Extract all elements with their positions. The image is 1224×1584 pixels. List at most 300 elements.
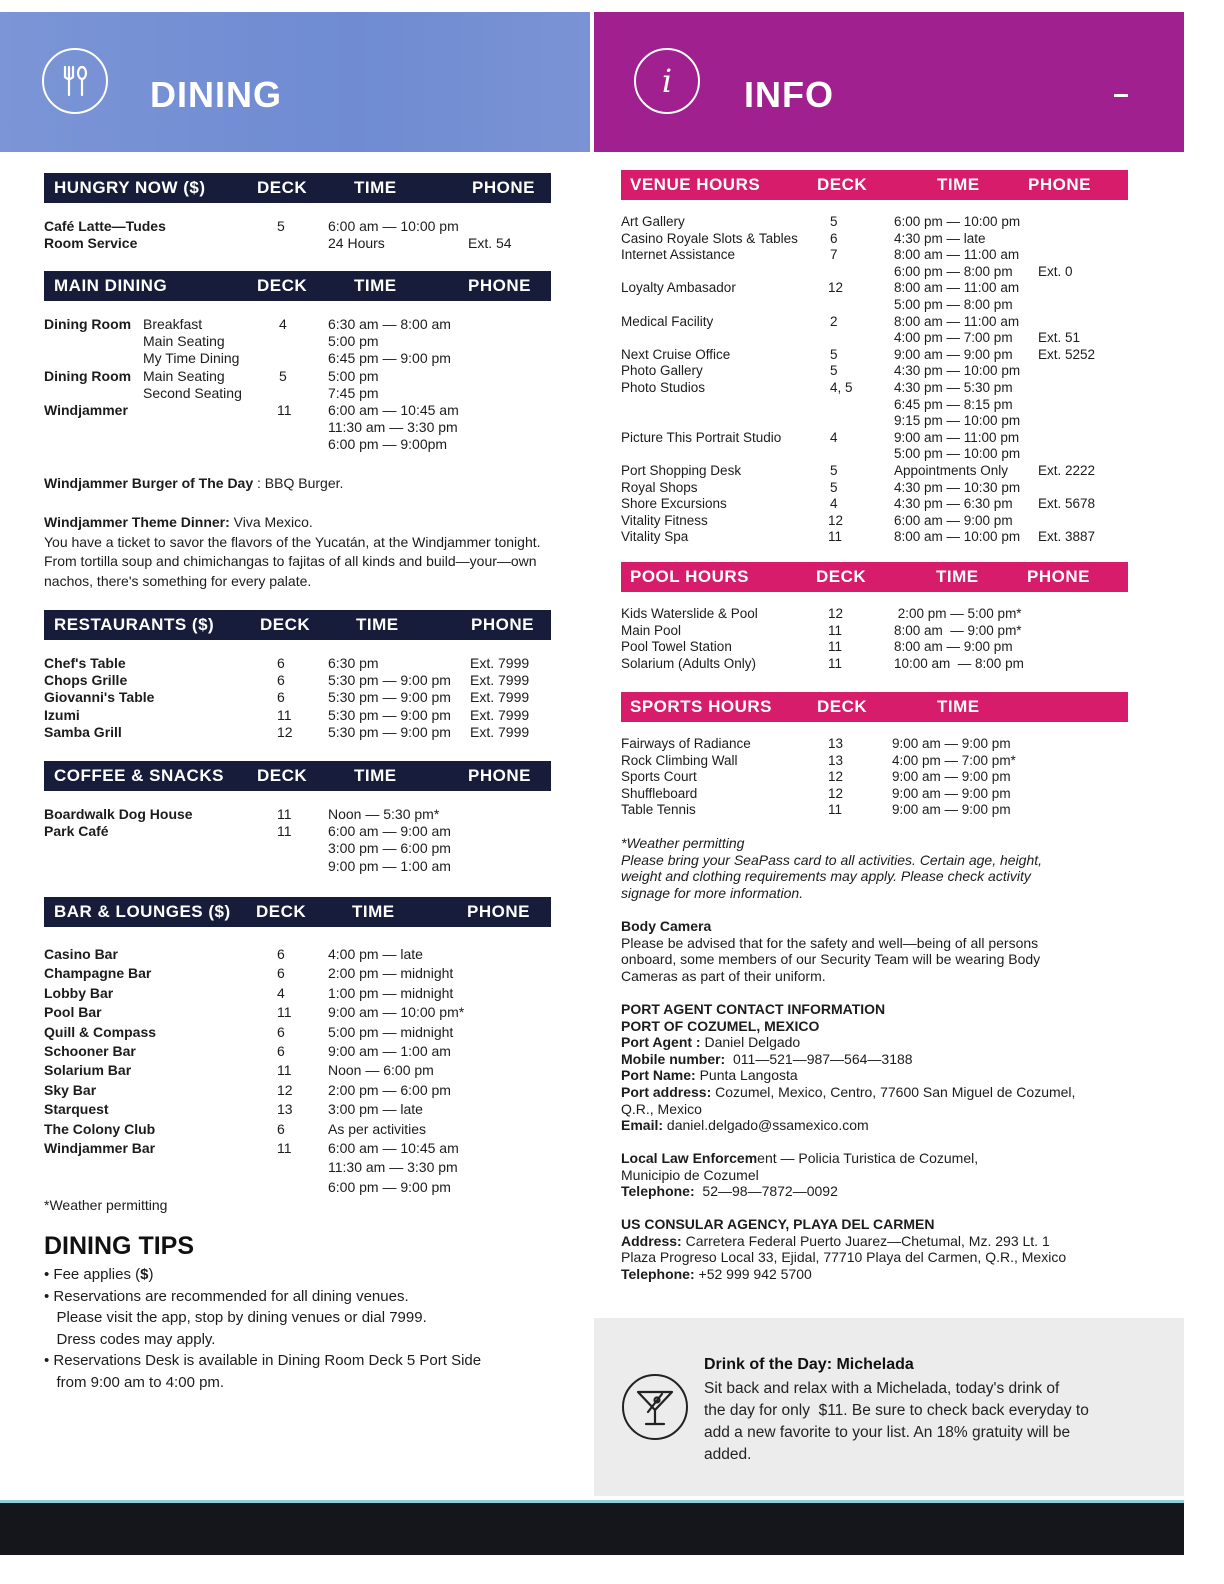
body-camera-line: Please be advised that for the safety and well—being of all persons [621, 934, 1039, 951]
deck: 12 [828, 512, 844, 528]
table-row [621, 656, 1128, 673]
deck: 6 [830, 230, 838, 246]
venue-name: Royal Shops [621, 479, 698, 495]
time: 6:00 pm — 10:00 pm [894, 214, 1021, 229]
deck: 5 [830, 479, 838, 495]
time: 8:00 am — 9:00 pm [894, 639, 1013, 655]
time: Noon — 5:30 pm* [328, 806, 440, 822]
time: 9:00 am — 9:00 pm [892, 802, 1011, 818]
seating: Breakfast [143, 316, 203, 332]
venue-name: Shore Excursions [621, 496, 727, 512]
table-row [621, 736, 1128, 753]
main-dining-header [44, 271, 551, 301]
email-value[interactable]: daniel.delgado@ssamexico.com [663, 1117, 869, 1134]
field-label: Mobile number: [621, 1050, 726, 1067]
table-row [44, 1139, 551, 1158]
time: 6:00 am — 10:45 am [328, 1139, 459, 1156]
tip-text: ) [148, 1266, 154, 1283]
table-row [621, 314, 1128, 331]
header-phone: PHONE [468, 276, 531, 295]
time: 5:30 pm — 9:00 pm [328, 689, 451, 706]
header-label: VENUE HOURS [630, 175, 761, 194]
table-row [621, 280, 1128, 297]
notice-line: Please bring your SeaPass card to all activities. Certain age, height, [621, 851, 1043, 868]
drink-description [704, 1378, 1164, 1466]
bar-lounges-table [44, 945, 551, 1197]
dining-title: DINING [150, 74, 282, 115]
phone: Ext. 3887 [1038, 529, 1096, 545]
body-camera-title: Body Camera [621, 918, 712, 934]
header-deck: DECK [816, 567, 867, 586]
venue-hours-header [621, 170, 1128, 200]
deck: 5 [830, 346, 838, 362]
header-phone: PHONE [1027, 567, 1090, 586]
table-row [44, 368, 551, 385]
notice-line: weight and clothing requirements may apply. Please check activity [621, 868, 1031, 885]
time: 8:00 am — 11:00 am [894, 280, 1020, 296]
venue-name: Starquest [44, 1101, 109, 1118]
phone: Ext. 7999 [470, 723, 530, 740]
consular-title: US CONSULAR AGENCY, PLAYA DEL CARMEN [621, 1216, 935, 1232]
tip-item: • Reservations Desk is available in Dining Room Deck 5 Port Side [44, 1352, 482, 1369]
time: 5:30 pm — 9:00 pm [328, 723, 451, 740]
header-deck: DECK [817, 175, 868, 194]
deck: 5 [830, 214, 838, 229]
field-label: Port Name: [621, 1067, 696, 1084]
deck: 6 [277, 672, 285, 689]
phone: Ext. 7999 [470, 672, 530, 689]
phone: Ext. 2222 [1038, 462, 1096, 478]
deck: 11 [277, 823, 292, 840]
tip-item: • Reservations are recommended for all dining venues. [44, 1287, 409, 1305]
time: Appointments Only [894, 462, 1009, 478]
time: 6:00 pm — 8:00 pm [894, 263, 1013, 279]
table-row [44, 945, 551, 964]
theme-value: Viva Mexico. [229, 514, 313, 530]
venue-name: Picture This Portrait Studio [621, 429, 782, 445]
venue-name: Loyalty Ambasador [621, 280, 736, 296]
time: 5:00 pm [328, 333, 379, 350]
time: 9:00 am — 9:00 pm [892, 785, 1011, 801]
deck: 4 [830, 429, 838, 445]
header-time: TIME [356, 615, 399, 634]
venue-name: Quill & Compass [44, 1023, 157, 1040]
venue-name: Chef's Table [44, 655, 126, 671]
deck: 5 [830, 462, 838, 478]
header-time: TIME [352, 902, 395, 921]
time: 9:00 am — 10:00 pm* [328, 1004, 465, 1021]
phone: Ext. 0 [1038, 263, 1073, 279]
consular-section [621, 1216, 1181, 1282]
theme-text-line: From tortilla soup and chimichangas to fajitas of all kinds and build—your—own [44, 553, 537, 569]
time: 6:00 am — 9:00 pm [894, 512, 1013, 528]
notice-line: signage for more information. [621, 884, 804, 901]
venue-name: Solarium Bar [44, 1062, 132, 1079]
pool-hours-table [621, 606, 1128, 672]
table-row [44, 333, 551, 350]
table-row [621, 247, 1128, 264]
law-label: Local Law Enforcem [621, 1150, 758, 1166]
time: 4:00 pm — 7:00 pm [894, 330, 1013, 346]
deck: 12 [828, 280, 844, 296]
table-row [621, 639, 1128, 656]
venue-name: Dining Room [44, 367, 132, 384]
table-row [44, 823, 551, 840]
time: 8:00 am — 9:00 pm* [894, 622, 1022, 638]
info-banner [594, 12, 1184, 152]
port-agent-section [621, 1001, 1161, 1134]
table-row [621, 446, 1128, 463]
table-row [44, 1081, 551, 1100]
venue-name: Kids Waterslide & Pool [621, 606, 758, 621]
field-value: Q.R., Mexico [621, 1100, 702, 1117]
time: 4:00 pm — late [328, 946, 423, 962]
bar-lounges-header [44, 897, 551, 927]
deck: 6 [277, 1023, 285, 1040]
seating: My Time Dining [143, 350, 240, 367]
coffee-snacks-header [44, 761, 551, 791]
tip-item [44, 1264, 574, 1286]
venue-name: Fairways of Radiance [621, 736, 751, 751]
theme-text-line: nachos, there's something for every palate. [44, 572, 312, 589]
table-row [44, 806, 551, 823]
venue-name: Park Café [44, 823, 109, 840]
time: 1:00 pm — midnight [328, 984, 454, 1001]
venue-name: Solarium (Adults Only) [621, 655, 757, 671]
deck: 4 [830, 496, 838, 512]
field-label: Telephone: [621, 1183, 695, 1200]
header-time: TIME [937, 175, 980, 194]
table-row [44, 419, 551, 436]
venue-name: Photo Studios [621, 379, 706, 395]
table-row [621, 347, 1128, 364]
field-label: Address: [621, 1232, 682, 1249]
time: 9:00 am — 9:00 pm [894, 346, 1013, 362]
table-row [44, 707, 551, 724]
deck: 12 [277, 723, 293, 740]
field-value: Cozumel, Mexico, Centro, 77600 San Miguel de Cozumel, [711, 1083, 1076, 1100]
venue-name: Dining Room [44, 316, 132, 332]
deck: 6 [277, 965, 285, 982]
notice-line: *Weather permitting [621, 835, 745, 851]
field-value: 011—521—987—564—3188 [725, 1050, 913, 1067]
deck: 2 [830, 313, 838, 329]
time: 7:45 pm [328, 384, 379, 401]
field-value: Punta Langosta [695, 1067, 798, 1084]
venue-name: Casino Bar [44, 946, 118, 962]
table-row [44, 385, 551, 402]
venue-name: Windjammer [44, 401, 128, 418]
time: 6:45 pm — 8:15 pm [894, 396, 1013, 412]
table-row [44, 672, 551, 689]
venue-name: Vitality Spa [621, 529, 689, 545]
venue-hours-table [621, 214, 1128, 546]
field-value: 52—98—7872—0092 [694, 1183, 838, 1200]
theme-text-line: You have a ticket to savor the flavors of the Yucatán, at the Windjammer tonight. [44, 533, 541, 550]
time: 9:00 am — 9:00 pm [892, 769, 1011, 785]
time: 8:00 am — 11:00 am [894, 247, 1020, 263]
table-row [621, 513, 1128, 530]
deck: 4 [279, 316, 287, 332]
deck: 11 [277, 1139, 292, 1156]
deck: 11 [277, 1004, 292, 1021]
header-deck: DECK [257, 178, 308, 197]
time: 5:00 pm — midnight [328, 1023, 454, 1040]
table-row [621, 480, 1128, 497]
table-row [621, 413, 1128, 430]
fork-spoon-icon [42, 48, 108, 114]
table-row [621, 463, 1128, 480]
venue-name: Izumi [44, 706, 80, 723]
table-row [44, 1120, 551, 1139]
time: 4:30 pm — 10:30 pm [894, 479, 1021, 495]
time: As per activities [328, 1120, 427, 1137]
table-row [621, 264, 1128, 281]
table-row [621, 363, 1128, 380]
sports-hours-table [621, 736, 1128, 819]
header-time: TIME [936, 567, 979, 586]
field-value: +52 999 942 5700 [694, 1265, 812, 1282]
time: 6:00 am — 10:45 am [328, 401, 459, 418]
table-row [621, 623, 1128, 640]
table-row [621, 606, 1128, 623]
venue-name: Vitality Fitness [621, 512, 708, 528]
table-row [621, 769, 1128, 786]
time: 6:45 pm — 9:00 pm [328, 350, 451, 367]
table-row [44, 689, 551, 706]
restaurants-header [44, 610, 551, 640]
venue-name: Schooner Bar [44, 1042, 136, 1059]
burger-label: Windjammer Burger of The Day [44, 475, 254, 491]
info-icon: i [634, 48, 700, 114]
table-row [44, 964, 551, 983]
phone: Ext. 7999 [470, 655, 530, 671]
field-label: Email: [621, 1117, 664, 1134]
venue-name: Champagne Bar [44, 965, 152, 982]
venue-name: Boardwalk Dog House [44, 806, 193, 822]
cocktail-icon [622, 1374, 688, 1440]
time: 9:00 am — 11:00 pm [894, 429, 1020, 445]
tip-item: Dress codes may apply. [44, 1330, 216, 1348]
table-row [44, 1003, 551, 1022]
header-phone: PHONE [468, 766, 531, 785]
header-time: TIME [354, 178, 397, 197]
table-row [621, 753, 1128, 770]
time: 3:00 pm — late [328, 1101, 423, 1118]
hungry-now-header [44, 173, 551, 203]
pool-hours-header [621, 562, 1128, 592]
time: 6:00 pm — 9:00pm [328, 436, 448, 453]
seating: Main Seating [143, 333, 225, 350]
deck: 6 [277, 946, 285, 962]
venue-name: Sports Court [621, 769, 697, 785]
body-camera-section [621, 918, 1161, 984]
dash-mark [1114, 94, 1128, 97]
table-row [44, 1061, 551, 1080]
table-row [44, 235, 551, 252]
burger-value: : BBQ Burger. [253, 475, 344, 491]
time: 8:00 am — 11:00 am [894, 313, 1020, 329]
theme-dinner [44, 513, 574, 591]
coffee-snacks-table [44, 806, 551, 875]
time: 4:30 pm — 10:00 pm [894, 363, 1021, 379]
venue-name: Pool Towel Station [621, 639, 732, 655]
time: 10:00 am — 8:00 pm [894, 655, 1024, 671]
venue-name: Photo Gallery [621, 363, 703, 379]
header-label: COFFEE & SNACKS [54, 766, 224, 785]
time: 6:00 pm — 9:00 pm [328, 1178, 451, 1195]
drink-line: the day for only $11. Be sure to check back everyday to [704, 1402, 1089, 1419]
seating: Second Seating [143, 384, 242, 401]
drink-line: add a new favorite to your list. An 18% gratuity will be [704, 1424, 1071, 1441]
phone: Ext. 51 [1038, 330, 1081, 346]
table-row [44, 655, 551, 672]
weather-note-left: *Weather permitting [44, 1197, 168, 1213]
time: 2:00 pm — midnight [328, 965, 454, 982]
deck: 12 [828, 769, 844, 785]
deck: 12 [277, 1081, 293, 1098]
venue-name: Giovanni's Table [44, 689, 155, 706]
venue-name: Medical Facility [621, 313, 714, 329]
tip-fee-symbol: $ [140, 1266, 149, 1283]
table-row [621, 397, 1128, 414]
deck: 11 [828, 622, 843, 638]
deck: 11 [828, 655, 843, 671]
drink-line: added. [704, 1446, 752, 1463]
deck: 6 [277, 1120, 285, 1137]
law-line: Municipio de Cozumel [621, 1166, 759, 1183]
header-deck: DECK [256, 902, 307, 921]
header-time: TIME [937, 697, 980, 716]
venue-name: Art Gallery [621, 214, 685, 229]
header-deck: DECK [260, 615, 311, 634]
field-label: Telephone: [621, 1265, 695, 1282]
time: 11:30 am — 3:30 pm [328, 419, 458, 436]
phone: Ext. 7999 [470, 706, 530, 723]
time: 4:30 pm — 5:30 pm [894, 379, 1013, 395]
venue-name: Chops Grille [44, 672, 128, 689]
time: 6:00 am — 9:00 am [328, 823, 451, 840]
burger-of-day [44, 474, 564, 494]
time: 6:30 am — 8:00 am [328, 316, 451, 332]
header-deck: DECK [257, 766, 308, 785]
field-value: Carretera Federal Puerto Juarez—Chetumal, Mz. 293 Lt. 1 [681, 1232, 1050, 1249]
time: 2:00 pm — 6:00 pm [328, 1081, 451, 1098]
body-camera-line: onboard, some members of our Security Team will be wearing Body [621, 951, 1041, 968]
header-label: SPORTS HOURS [630, 697, 773, 716]
phone: Ext. 5252 [1038, 346, 1096, 362]
dining-tips-list [44, 1264, 574, 1393]
table-row [621, 496, 1128, 513]
port-name-title: PORT OF COZUMEL, MEXICO [621, 1017, 820, 1034]
venue-name: Room Service [44, 235, 138, 252]
time: 6:30 pm [328, 655, 379, 671]
law-value: ent — Policia Turistica de Cozumel, [757, 1150, 979, 1166]
table-row [44, 984, 551, 1003]
field-value: Daniel Delgado [700, 1034, 801, 1051]
header-label: POOL HOURS [630, 567, 749, 586]
tip-item: from 9:00 am to 4:00 pm. [44, 1373, 225, 1391]
time: 2:00 pm — 5:00 pm* [894, 606, 1022, 621]
field-label: Port Agent : [621, 1034, 701, 1051]
table-row [44, 1158, 551, 1177]
venue-name: Main Pool [621, 622, 682, 638]
header-time: TIME [354, 766, 397, 785]
drink-line: Sit back and relax with a Michelada, today's drink of [704, 1380, 1060, 1397]
header-phone: PHONE [1028, 175, 1091, 194]
header-time: TIME [354, 276, 397, 295]
time: 5:30 pm — 9:00 pm [328, 706, 451, 723]
tip-text: • Fee applies ( [44, 1266, 141, 1283]
theme-label: Windjammer Theme Dinner: [44, 514, 230, 530]
table-row [621, 297, 1128, 314]
phone: Ext. 54 [468, 235, 512, 252]
table-row [621, 802, 1128, 819]
venue-name: Pool Bar [44, 1004, 102, 1021]
venue-name: Port Shopping Desk [621, 462, 742, 478]
table-row [44, 1023, 551, 1042]
info-title: INFO [744, 74, 834, 115]
deck: 4, 5 [830, 379, 853, 395]
venue-name: Internet Assistance [621, 247, 736, 263]
deck: 11 [828, 639, 843, 655]
table-row [621, 430, 1128, 447]
table-row [621, 380, 1128, 397]
table-row [44, 316, 551, 333]
table-row [44, 402, 551, 419]
time: 5:30 pm — 9:00 pm [328, 672, 451, 689]
deck: 13 [828, 752, 844, 768]
deck: 6 [277, 1042, 285, 1059]
deck: 12 [828, 606, 844, 621]
law-enforcement-section [621, 1150, 1161, 1200]
table-row [44, 218, 551, 235]
table-row [621, 529, 1128, 546]
field-value: Plaza Progreso Local 33, Ejidal, 77710 Playa del Carmen, Q.R., Mexico [621, 1249, 1067, 1266]
venue-name: Casino Royale Slots & Tables [621, 230, 798, 246]
deck: 5 [279, 367, 287, 384]
header-phone: PHONE [467, 902, 530, 921]
tip-item: Please visit the app, stop by dining venues or dial 7999. [44, 1309, 427, 1326]
header-phone: PHONE [472, 178, 535, 197]
deck: 12 [828, 785, 844, 801]
header-deck: DECK [817, 697, 868, 716]
deck: 11 [828, 802, 843, 818]
drink-of-day-box [594, 1318, 1184, 1496]
footer-bar [0, 1500, 1184, 1555]
table-row [621, 330, 1128, 347]
time: 9:00 pm — 1:00 am [328, 857, 451, 874]
time: 4:30 pm — 6:30 pm [894, 496, 1013, 512]
deck: 5 [277, 218, 285, 234]
table-row [621, 231, 1128, 248]
venue-name: Next Cruise Office [621, 346, 731, 362]
main-dining-table [44, 316, 551, 454]
deck: 11 [828, 529, 843, 545]
table-row [44, 858, 551, 875]
venue-name: Café Latte—Tudes [44, 218, 166, 234]
restaurants-table [44, 655, 551, 741]
header-label: HUNGRY NOW ($) [54, 178, 206, 197]
header-phone: PHONE [471, 615, 534, 634]
activity-notice [621, 835, 1141, 901]
seating: Main Seating [143, 367, 225, 384]
table-row [44, 1042, 551, 1061]
table-row [44, 350, 551, 367]
deck: 7 [830, 247, 838, 263]
deck: 6 [277, 689, 285, 706]
phone: Ext. 5678 [1038, 496, 1096, 512]
